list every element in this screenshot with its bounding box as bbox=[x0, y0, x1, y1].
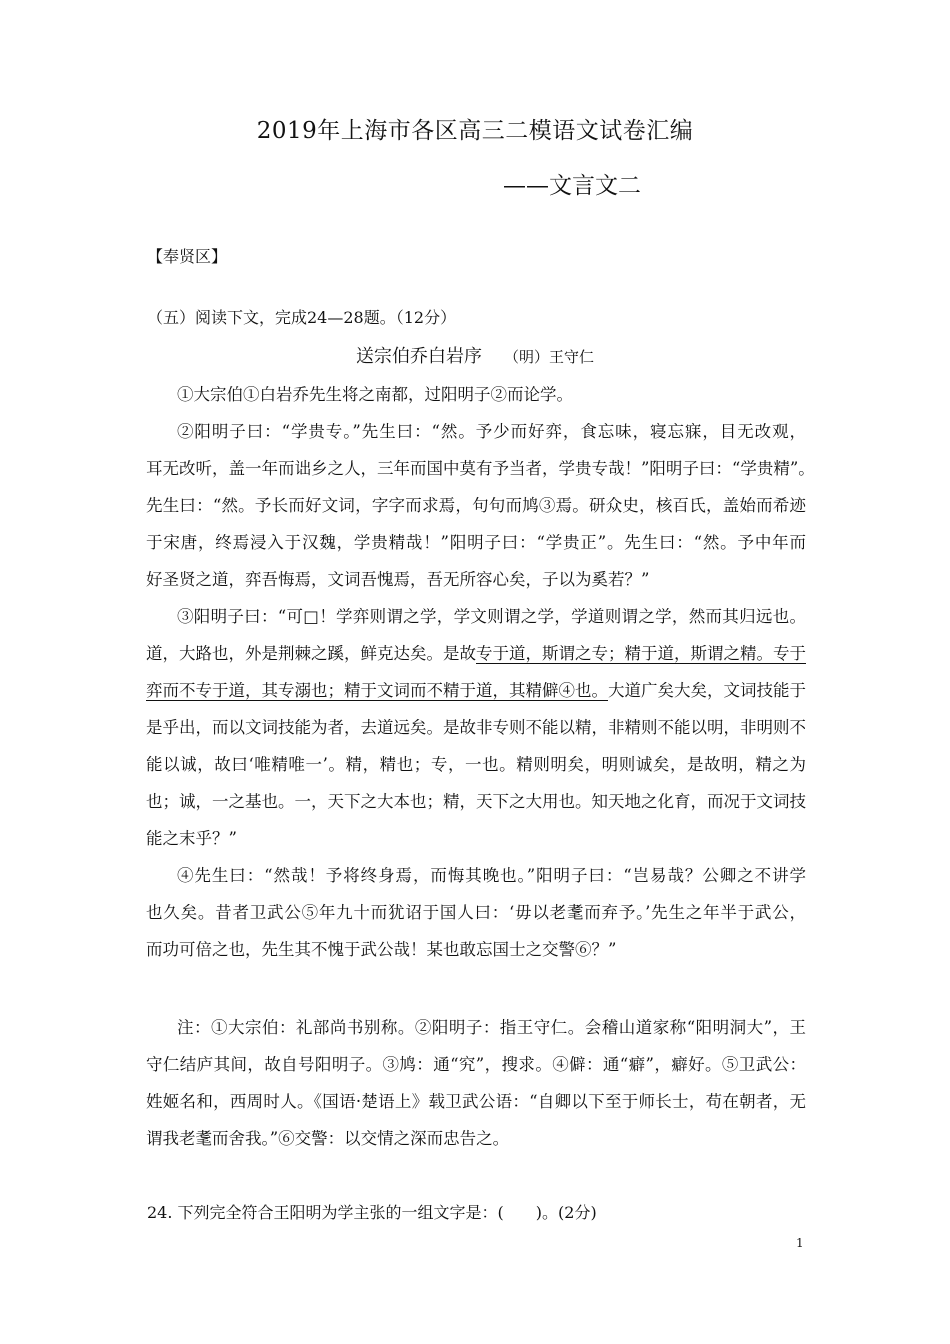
page-number: 1 bbox=[796, 1236, 804, 1250]
question-24: 24. 下列完全符合王阳明为学主张的一组文字是：( )。(2分) bbox=[147, 1203, 597, 1222]
passage-author: （明）王守仁 bbox=[503, 348, 594, 366]
region-label: 【奉贤区】 bbox=[147, 247, 228, 266]
passage-line: 于宋唐，终焉浸入于汉魏，学贵精哉！”阳明子曰：“学贵正”。先生曰：“然。予中年而 bbox=[146, 533, 806, 552]
document-title: 2019年上海市各区高三二模语文试卷汇编 bbox=[256, 118, 694, 144]
passage-line: 弈而不专于道，其专溺也；精于文词而不精于道，其精僻④也。大道广矣大矣，文词技能于 bbox=[146, 681, 806, 700]
passage-heading bbox=[0, 342, 950, 368]
passage-line: ②阳明子曰：“学贵专。”先生曰：“然。予少而好弈，食忘味，寝忘寐，目无改观， bbox=[177, 422, 806, 441]
note-line: 姓姬名和，西周时人。《国语·楚语上》载卫武公语：“自卿以下至于师长士，苟在朝者，无 bbox=[146, 1092, 806, 1111]
passage-title: 送宗伯乔白岩序 bbox=[355, 346, 482, 367]
passage-line: ①大宗伯①白岩乔先生将之南都，过阳明子②而论学。 bbox=[177, 385, 573, 404]
passage-line: 是乎出，而以文词技能为者，去道远矣。是故非专则不能以精，非精则不能以明，非明则不 bbox=[146, 718, 806, 737]
passage-line: 而功可倍之也，先生其不愧于武公哉！某也敢忘国士之交警⑥？” bbox=[146, 940, 617, 959]
note-line: 守仁结庐其间，故自号阳明子。③鸠：通“究”，搜求。④僻：通“癖”，癖好。⑤卫武公： bbox=[146, 1055, 806, 1074]
note-line: 谓我老耄而舍我。”⑥交警：以交情之深而忠告之。 bbox=[146, 1129, 510, 1148]
passage-line: 也久矣。昔者卫武公⑤年九十而犹诏于国人曰：‘毋以老耄而弃予。’先生之年半于武公， bbox=[146, 903, 806, 922]
passage-line: 先生曰：“然。予长而好文词，字字而求焉，句句而鸠③焉。研众史，核百氏，盖始而希迹 bbox=[146, 496, 806, 515]
note-line: 注：①大宗伯：礼部尚书别称。②阳明子：指王守仁。会稽山道家称“阳明洞大”，王 bbox=[177, 1018, 806, 1037]
passage-line: 耳无改听，盖一年而诎乡之人，三年而国中莫有予当者，学贵专哉！”阳明子曰：“学贵精”。 bbox=[146, 459, 815, 478]
passage-line: 道，大路也，外是荆棘之蹊，鲜克达矣。是故专于道，斯谓之专；精于道，斯谓之精。专于 bbox=[146, 644, 806, 663]
passage-line: ③阳明子曰：“可□！学弈则谓之学，学文则谓之学，学道则谓之学，然而其归远也。 bbox=[177, 607, 806, 626]
underlined-text: 专于道，斯谓之专；精于道，斯谓之精。专于 bbox=[476, 644, 806, 663]
passage-line: 也；诚，一之基也。一，天下之大本也；精，天下之大用也。知天地之化育，而况于文词技 bbox=[146, 792, 806, 811]
passage-line: ④先生曰：“然哉！予将终身焉，而悔其晚也。”阳明子曰：“岂易哉？公卿之不讲学 bbox=[177, 866, 806, 885]
passage-line: 好圣贤之道，弈吾悔焉，文词吾愧焉，吾无所容心矣，子以为奚若？” bbox=[146, 570, 650, 589]
passage-line: 能之末乎？” bbox=[146, 829, 237, 848]
underlined-text: 弈而不专于道，其专溺也；精于文词而不精于道，其精僻④也。 bbox=[146, 681, 608, 700]
passage-line: 能以诚，故曰‘唯精唯一’。精，精也；专，一也。精则明矣，明则诚矣，是故明，精之为 bbox=[146, 755, 806, 774]
section-instruction: （五）阅读下文，完成24—28题。（12分） bbox=[147, 308, 457, 327]
document-subtitle: ——文言文二 bbox=[503, 173, 641, 199]
